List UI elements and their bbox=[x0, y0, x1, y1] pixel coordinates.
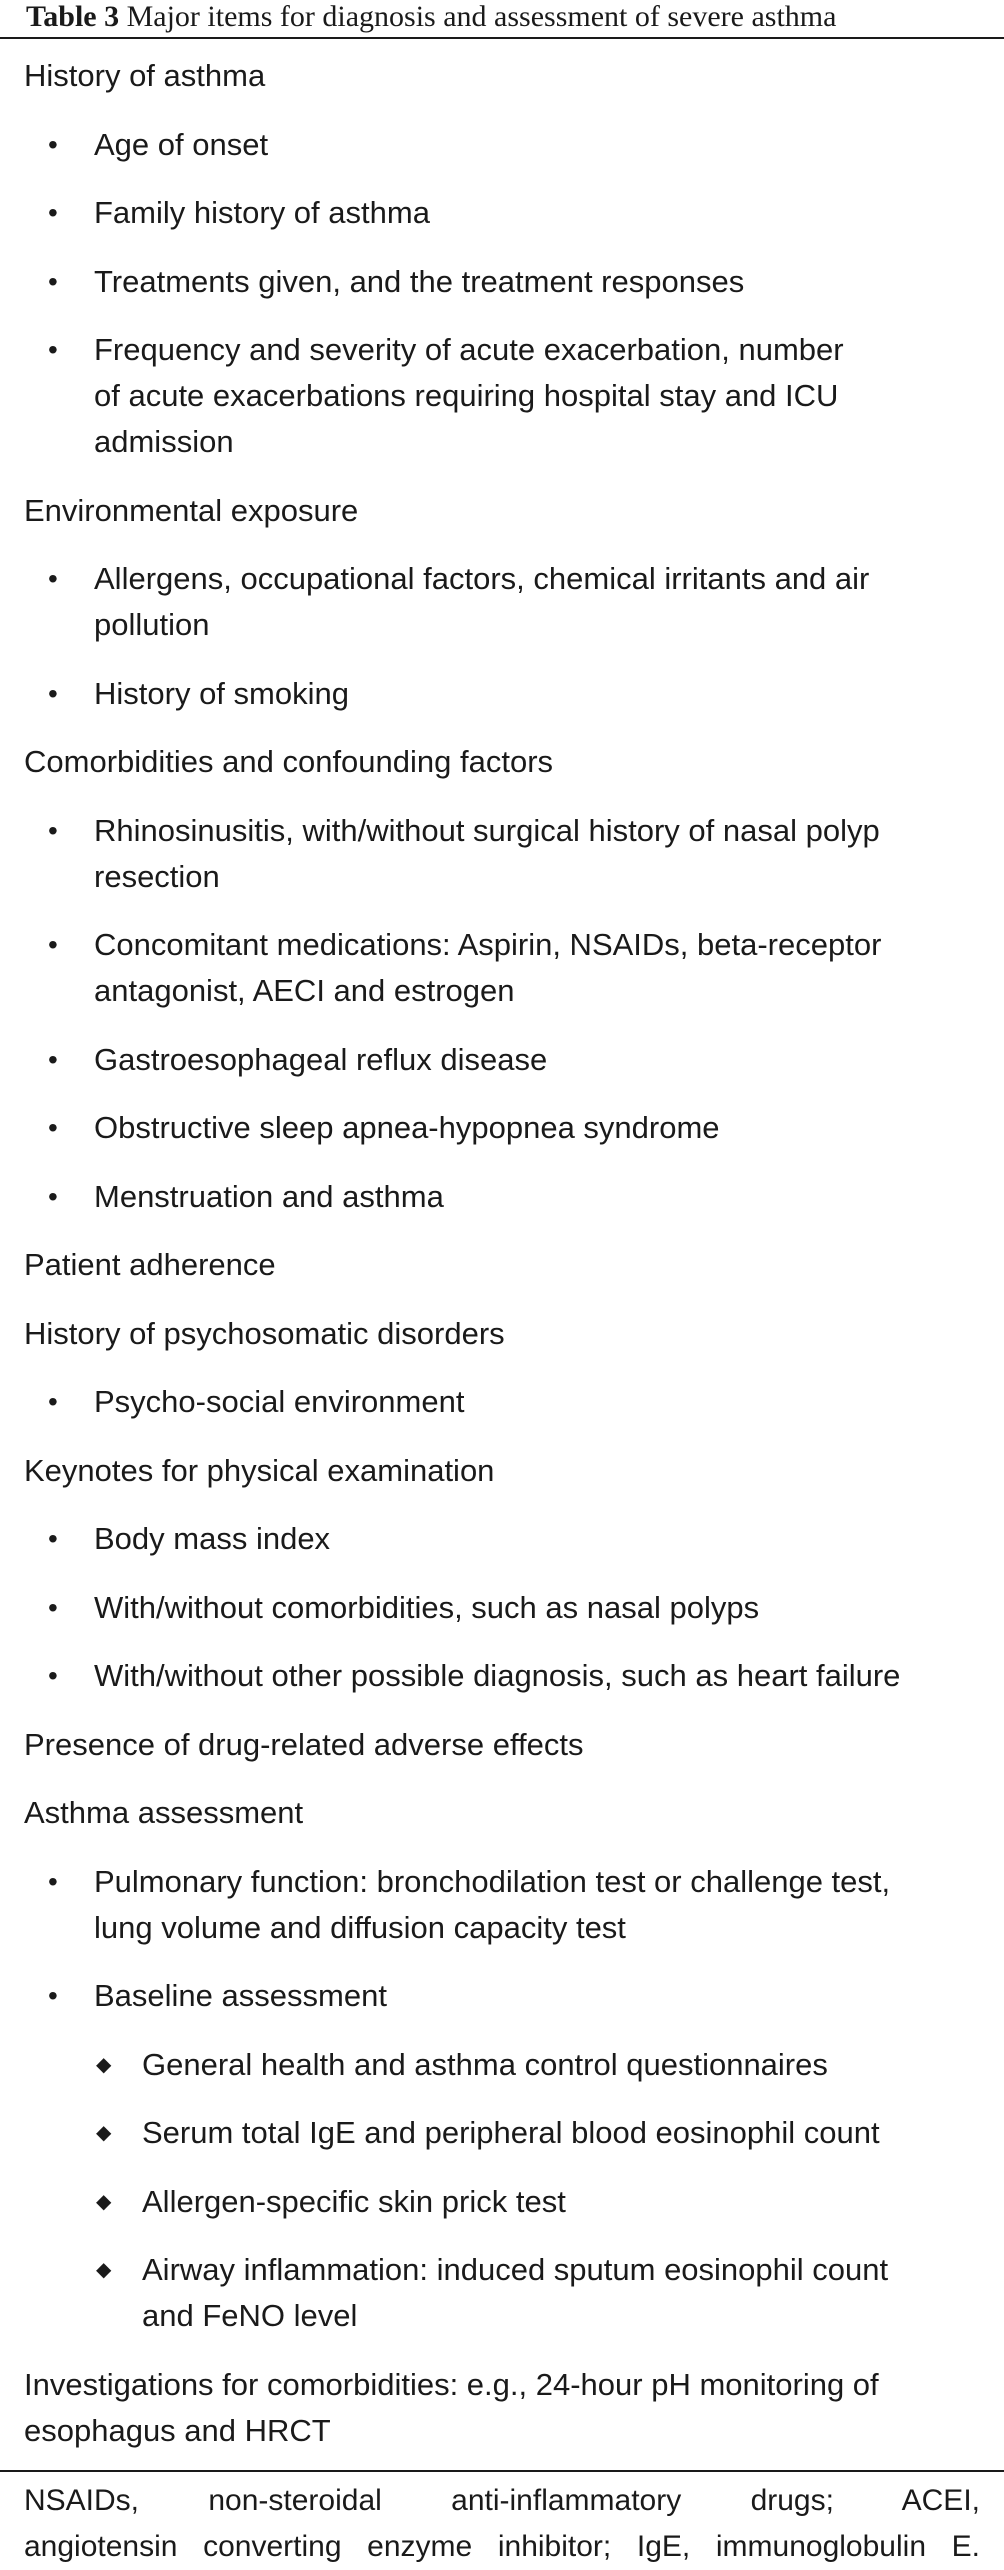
row-text-line: esophagus and HRCT bbox=[24, 2412, 331, 2448]
row-text-line: Rhinosinusitis, with/without surgical history of nasal polyp bbox=[94, 812, 880, 848]
row-text-line: Pulmonary function: bronchodilation test or challenge test, bbox=[94, 1863, 891, 1899]
sub-list-item bbox=[0, 2110, 1004, 2156]
bullet-icon: • bbox=[48, 1523, 58, 1554]
list-item bbox=[0, 922, 1004, 1014]
bullet-icon: • bbox=[48, 1865, 58, 1897]
row-text-line: Obstructive sleep apnea-hypopnea syndrome bbox=[94, 1110, 720, 1145]
bullet-icon: • bbox=[48, 1386, 58, 1417]
row-text-line: Asthma assessment bbox=[24, 1795, 304, 1830]
section-heading bbox=[0, 1448, 1004, 1494]
list-item bbox=[0, 122, 1004, 168]
list-item bbox=[0, 1037, 1004, 1083]
list-item bbox=[0, 671, 1004, 717]
table-number: Table 3 bbox=[26, 0, 120, 33]
bullet-icon: • bbox=[48, 265, 58, 297]
row-text-line: Environmental exposure bbox=[24, 492, 359, 528]
list-item bbox=[0, 1653, 1004, 1699]
bullet-icon: • bbox=[48, 334, 58, 365]
row-text-line: General health and asthma control questionnaires bbox=[142, 2046, 828, 2082]
bullet-icon: • bbox=[48, 1112, 58, 1143]
diamond-bullet-icon: ◆ bbox=[96, 2053, 112, 2076]
row-text-line: With/without comorbidities, such as nasal polyps bbox=[94, 1589, 760, 1625]
section-heading bbox=[0, 1242, 1004, 1288]
list-item bbox=[0, 1585, 1004, 1631]
row-text-line: Allergens, occupational factors, chemical irritants and air bbox=[94, 561, 870, 596]
bullet-icon: • bbox=[48, 1980, 58, 2011]
list-item bbox=[0, 190, 1004, 236]
bullet-icon: • bbox=[48, 1180, 58, 1212]
row-text-line: History of psychosomatic disorders bbox=[24, 1315, 505, 1351]
diamond-bullet-icon: ◆ bbox=[96, 2190, 112, 2213]
sub-list-item bbox=[0, 2042, 1004, 2088]
row-text-line: History of smoking bbox=[94, 675, 349, 711]
row-text-line: History of asthma bbox=[24, 58, 266, 93]
section-heading bbox=[0, 2362, 1004, 2454]
row-text-line: pollution bbox=[94, 607, 210, 642]
bullet-icon: • bbox=[48, 197, 58, 228]
row-text-line: Allergen-specific skin prick test bbox=[142, 2183, 566, 2219]
row-text-line: lung volume and diffusion capacity test bbox=[94, 1909, 626, 1945]
list-item bbox=[0, 327, 1004, 465]
row-text-line: Investigations for comorbidities: e.g., 24-hour pH monitoring of bbox=[24, 2366, 879, 2402]
row-text-line: Baseline assessment bbox=[94, 1978, 387, 2013]
row-text-line: Gastroesophageal reflux disease bbox=[94, 1041, 548, 1077]
list-item bbox=[0, 259, 1004, 305]
row-text-line: With/without other possible diagnosis, such as heart failure bbox=[94, 1658, 901, 1693]
section-heading bbox=[0, 1311, 1004, 1357]
table-caption bbox=[0, 0, 1004, 39]
list-item bbox=[0, 1174, 1004, 1220]
footnote-line: angiotensin converting enzyme inhibitor; IgE, immunoglobulin E. bbox=[24, 2530, 980, 2563]
row-text-line: Airway inflammation: induced sputum eosinophil count bbox=[142, 2252, 889, 2287]
row-text-line: Psycho-social environment bbox=[94, 1384, 465, 1419]
row-text-line: of acute exacerbations requiring hospital stay and ICU bbox=[94, 378, 839, 413]
table-bottom-rule bbox=[0, 2470, 1004, 2472]
table-title: Major items for diagnosis and assessment of severe asthma bbox=[126, 0, 837, 33]
bullet-icon: • bbox=[48, 1043, 58, 1075]
list-item bbox=[0, 1973, 1004, 2019]
bullet-icon: • bbox=[48, 563, 58, 594]
bullet-icon: • bbox=[48, 1660, 58, 1691]
list-item bbox=[0, 808, 1004, 900]
table-body bbox=[0, 39, 1004, 2454]
row-text-line: admission bbox=[94, 424, 234, 459]
row-text-line: Comorbidities and confounding factors bbox=[24, 744, 554, 779]
section-heading bbox=[0, 1722, 1004, 1768]
list-item bbox=[0, 1379, 1004, 1425]
row-text-line: Patient adherence bbox=[24, 1247, 276, 1282]
row-text-line: resection bbox=[94, 858, 220, 894]
row-text-line: Body mass index bbox=[94, 1521, 331, 1556]
list-item bbox=[0, 1105, 1004, 1151]
diamond-bullet-icon: ◆ bbox=[96, 2259, 112, 2281]
list-item bbox=[0, 1516, 1004, 1562]
row-text-line: Serum total IgE and peripheral blood eosinophil count bbox=[142, 2115, 880, 2150]
row-text-line: antagonist, AECI and estrogen bbox=[94, 973, 515, 1008]
list-item bbox=[0, 1859, 1004, 1951]
sub-list-item bbox=[0, 2179, 1004, 2225]
row-text-line: Frequency and severity of acute exacerbation, number bbox=[94, 332, 844, 367]
row-text-line: and FeNO level bbox=[142, 2298, 358, 2333]
diamond-bullet-icon: ◆ bbox=[96, 2122, 112, 2144]
bullet-icon: • bbox=[48, 1591, 58, 1623]
bullet-icon: • bbox=[48, 677, 58, 709]
row-text-line: Concomitant medications: Aspirin, NSAIDs, beta-receptor bbox=[94, 927, 882, 962]
footnote-line: NSAIDs, non-steroidal anti-inflammatory drugs; ACEI, bbox=[24, 2484, 980, 2517]
bullet-icon: • bbox=[48, 929, 58, 960]
table-footnote bbox=[24, 2478, 980, 2570]
sub-list-item bbox=[0, 2247, 1004, 2339]
list-item bbox=[0, 556, 1004, 648]
section-heading bbox=[0, 53, 1004, 99]
row-text-line: Keynotes for physical examination bbox=[24, 1452, 495, 1488]
bullet-icon: • bbox=[48, 128, 58, 160]
row-text-line: Family history of asthma bbox=[94, 195, 430, 230]
section-heading bbox=[0, 488, 1004, 534]
row-text-line: Presence of drug-related adverse effects bbox=[24, 1726, 584, 1762]
bullet-icon: • bbox=[48, 814, 58, 846]
section-heading bbox=[0, 1790, 1004, 1836]
row-text-line: Treatments given, and the treatment responses bbox=[94, 263, 745, 299]
section-heading bbox=[0, 739, 1004, 785]
row-text-line: Menstruation and asthma bbox=[94, 1178, 444, 1214]
row-text-line: Age of onset bbox=[94, 126, 269, 162]
